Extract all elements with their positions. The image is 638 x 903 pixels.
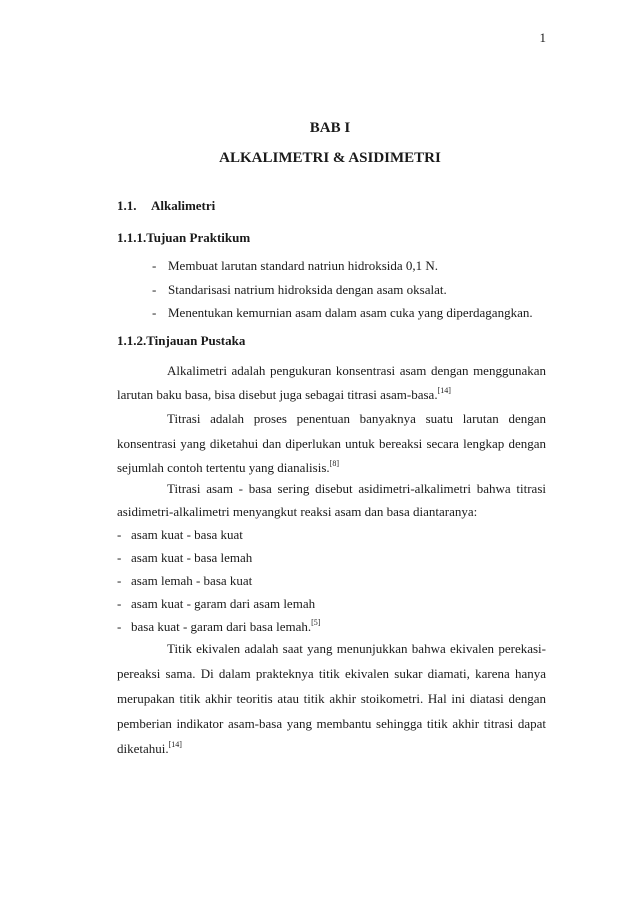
list-item bbox=[117, 596, 546, 612]
bullet-dash: - bbox=[117, 596, 122, 611]
list-item bbox=[117, 573, 546, 589]
section-number: 1.1. bbox=[117, 198, 137, 213]
subsection-heading-objectives bbox=[117, 230, 250, 246]
paragraph-line: Titik ekivalen adalah saat yang menunjukkan bahwa ekivalen perekasi- bbox=[167, 641, 546, 656]
objective-item bbox=[152, 258, 438, 274]
list-item-text: asam kuat - garam dari asam lemah bbox=[131, 596, 316, 611]
paragraph-text: larutan baku basa, bisa disebut juga sebagai titrasi asam-basa. bbox=[117, 387, 438, 402]
list-item bbox=[117, 527, 546, 543]
subsection-number: 1.1.2. bbox=[117, 333, 147, 348]
bullet-dash: - bbox=[117, 550, 122, 565]
chapter-label: BAB I bbox=[309, 120, 351, 136]
bullet-dash: - bbox=[152, 305, 157, 320]
list-item bbox=[117, 619, 546, 635]
list-item-text: basa kuat - garam dari basa lemah. bbox=[131, 619, 312, 634]
paragraph-text: diketahui. bbox=[117, 741, 169, 756]
paragraph-line bbox=[117, 460, 546, 476]
paragraph-line: pereaksi sama. Di dalam prakteknya titik ekivalen sukar diamati, karena hanya bbox=[117, 666, 546, 681]
list-item-text: asam kuat - basa lemah bbox=[131, 550, 253, 565]
objective-item bbox=[152, 282, 447, 298]
bullet-dash: - bbox=[152, 282, 157, 297]
section-title: Alkalimetri bbox=[151, 198, 216, 213]
paragraph-line: asidimetri-alkalimetri menyangkut reaksi asam dan basa diantaranya: bbox=[117, 504, 478, 519]
paragraph-line bbox=[117, 387, 546, 403]
subsection-heading-review bbox=[117, 333, 245, 349]
list-item-text: asam lemah - basa kuat bbox=[131, 573, 253, 588]
list-item bbox=[117, 550, 546, 566]
paragraph-line: konsentrasi yang diketahui dan diperlukan untuk bereaksi secara lengkap dengan bbox=[117, 436, 546, 451]
subsection-number: 1.1.1. bbox=[117, 230, 147, 245]
objective-text: Menentukan kemurnian asam dalam asam cuka yang diperdagangkan. bbox=[168, 305, 533, 320]
objective-item bbox=[152, 305, 533, 321]
objective-text: Membuat larutan standard natriun hidroksida 0,1 N. bbox=[168, 258, 439, 273]
citation: [5] bbox=[311, 618, 321, 627]
bullet-dash: - bbox=[117, 573, 122, 588]
chapter-title: ALKALIMETRI & ASIDIMETRI bbox=[219, 150, 441, 166]
bullet-dash: - bbox=[117, 619, 122, 634]
citation: [8] bbox=[329, 459, 339, 468]
subsection-title: Tinjauan Pustaka bbox=[146, 333, 246, 348]
paragraph-line bbox=[117, 741, 546, 757]
bullet-dash: - bbox=[152, 258, 157, 273]
citation: [14] bbox=[437, 386, 451, 395]
objective-text: Standarisasi natrium hidroksida dengan asam oksalat. bbox=[168, 282, 447, 297]
section-heading bbox=[117, 198, 215, 214]
list-item-text: asam kuat - basa kuat bbox=[131, 527, 243, 542]
bullet-dash: - bbox=[117, 527, 122, 542]
citation: [14] bbox=[168, 740, 182, 749]
subsection-title: Tujuan Praktikum bbox=[146, 230, 251, 245]
paragraph-line: Titrasi adalah proses penentuan banyaknya suatu larutan dengan bbox=[167, 411, 546, 426]
paragraph-line: pemberian indikator asam-basa yang membantu sehingga titik akhir titrasi dapat bbox=[117, 716, 546, 731]
paragraph-line: merupakan titik akhir teoritis atau titik akhir stoikometri. Hal ini diatasi dengan bbox=[117, 691, 546, 706]
paragraph-line: Titrasi asam - basa sering disebut asidimetri-alkalimetri bahwa titrasi bbox=[167, 481, 546, 496]
paragraph-text: sejumlah contoh tertentu yang dianalisis. bbox=[117, 460, 330, 475]
page-number: 1 bbox=[539, 30, 546, 45]
paragraph-line: Alkalimetri adalah pengukuran konsentrasi asam dengan menggunakan bbox=[167, 363, 546, 378]
